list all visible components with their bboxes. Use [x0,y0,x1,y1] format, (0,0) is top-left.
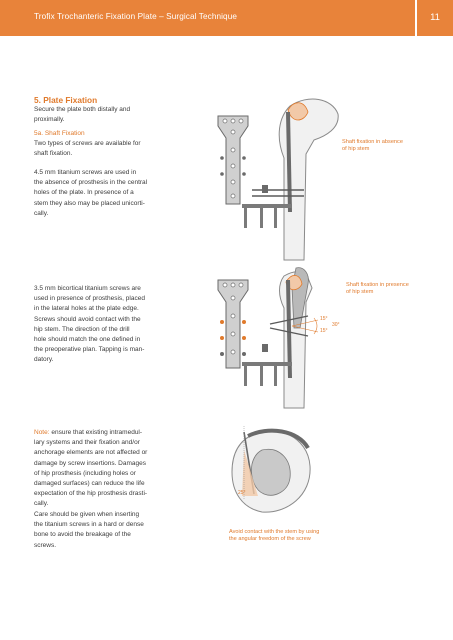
page-header [0,0,453,36]
callout-presence-of-stem: Shaft fixation in presence of hip stem [346,282,409,296]
bicortical-screws-text: 3.5 mm bicortical titanium screws are used in presence of prosthesis, placed in the lateral holes at the plate edge. Screws should avoid contact with the hip stem. The direction of the drill hole should match the one defined in the preoperative plan. Tapping is man- datory. [34,285,145,364]
titanium-screws-text: 4.5 mm titanium screws are used in the absence of prosthesis in the central holes of the plate. In presence of a stem they also may be placed unicorti- cally. [34,169,148,217]
page-number-box [415,0,453,36]
illustration-cross-section [218,420,318,520]
section-title: 5. Plate Fixation [34,95,98,105]
femur-with-stem [280,268,313,408]
plate-front-view [218,116,248,204]
angle-label-1: 15° [320,316,328,322]
care-text: Care should be given when inserting the titanium screws in a hard or dense bone to avoid the breakage of the screws. [34,511,144,549]
shaft-intro: Two types of screws are available for shaft fixation. [34,140,141,158]
note-label: Note: [34,429,50,436]
callout-absence-of-stem: Shaft fixation in absence of hip stem [342,139,403,153]
illustration-presence-of-stem [200,268,350,408]
header-title: Trofix Trochanteric Fixation Plate – Surgical Technique [34,12,238,21]
plate-front-view-2 [218,280,248,368]
angle-label-2: 15° [320,328,328,334]
shaft-subtitle: 5a. Shaft Fixation [34,130,85,137]
section-intro: Secure the plate both distally and proximally. [34,106,131,124]
illustration-absence-of-stem [200,92,340,262]
callout-avoid-contact: Avoid contact with the stem by using the angular freedom of the screw [229,529,320,543]
angle-label-3: 30° [332,322,340,328]
note-text: Note: ensure that existing intramedul- lary systems and their fixation and/or anchorage elements are not affected or damage by screw insertions. Damages of hip prosthesis (including holes or damaged surfaces) can reduce the life expectation of the hip prosthesis drasti- cally. [34,429,148,508]
angle-label-4: 25° [238,490,246,496]
page-number: 11 [430,12,440,23]
